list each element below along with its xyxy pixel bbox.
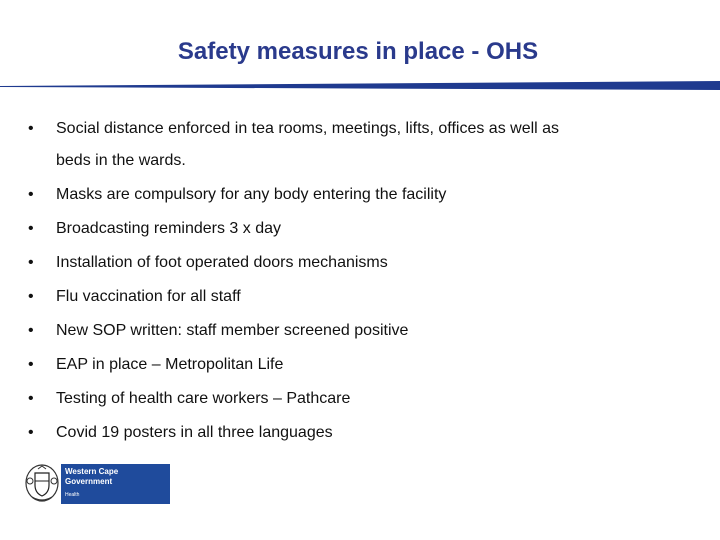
bullet-item: • Covid 19 posters in all three languages xyxy=(28,422,698,443)
logo-line-3: Health xyxy=(65,492,80,498)
bullet-list xyxy=(28,118,698,443)
bullet-item: • Installation of foot operated doors mechanisms xyxy=(28,252,698,273)
bullet-item: • New SOP written: staff member screened positive xyxy=(28,320,698,341)
title-divider xyxy=(0,81,720,90)
logo-line-2: Government xyxy=(65,477,113,486)
bullet-item: • Flu vaccination for all staff xyxy=(28,286,698,307)
logo-wordmark xyxy=(61,464,170,504)
slide-title: Safety measures in place - OHS xyxy=(177,38,539,65)
bullet-item: • Broadcasting reminders 3 x day xyxy=(28,218,698,239)
bullet-text-continued: beds in the wards. xyxy=(56,152,186,169)
bullet-item xyxy=(28,118,698,171)
bullet-item: • EAP in place – Metropolitan Life xyxy=(28,354,698,375)
coat-of-arms-icon xyxy=(24,463,60,504)
bullet-item: • Masks are compulsory for any body entering the facility xyxy=(28,184,698,205)
bullet-item: • Testing of health care workers – Pathcare xyxy=(28,388,698,409)
bullet-text: Social distance enforced in tea rooms, meetings, lifts, offices as well as xyxy=(56,120,560,137)
logo-line-1: Western Cape xyxy=(65,467,119,476)
